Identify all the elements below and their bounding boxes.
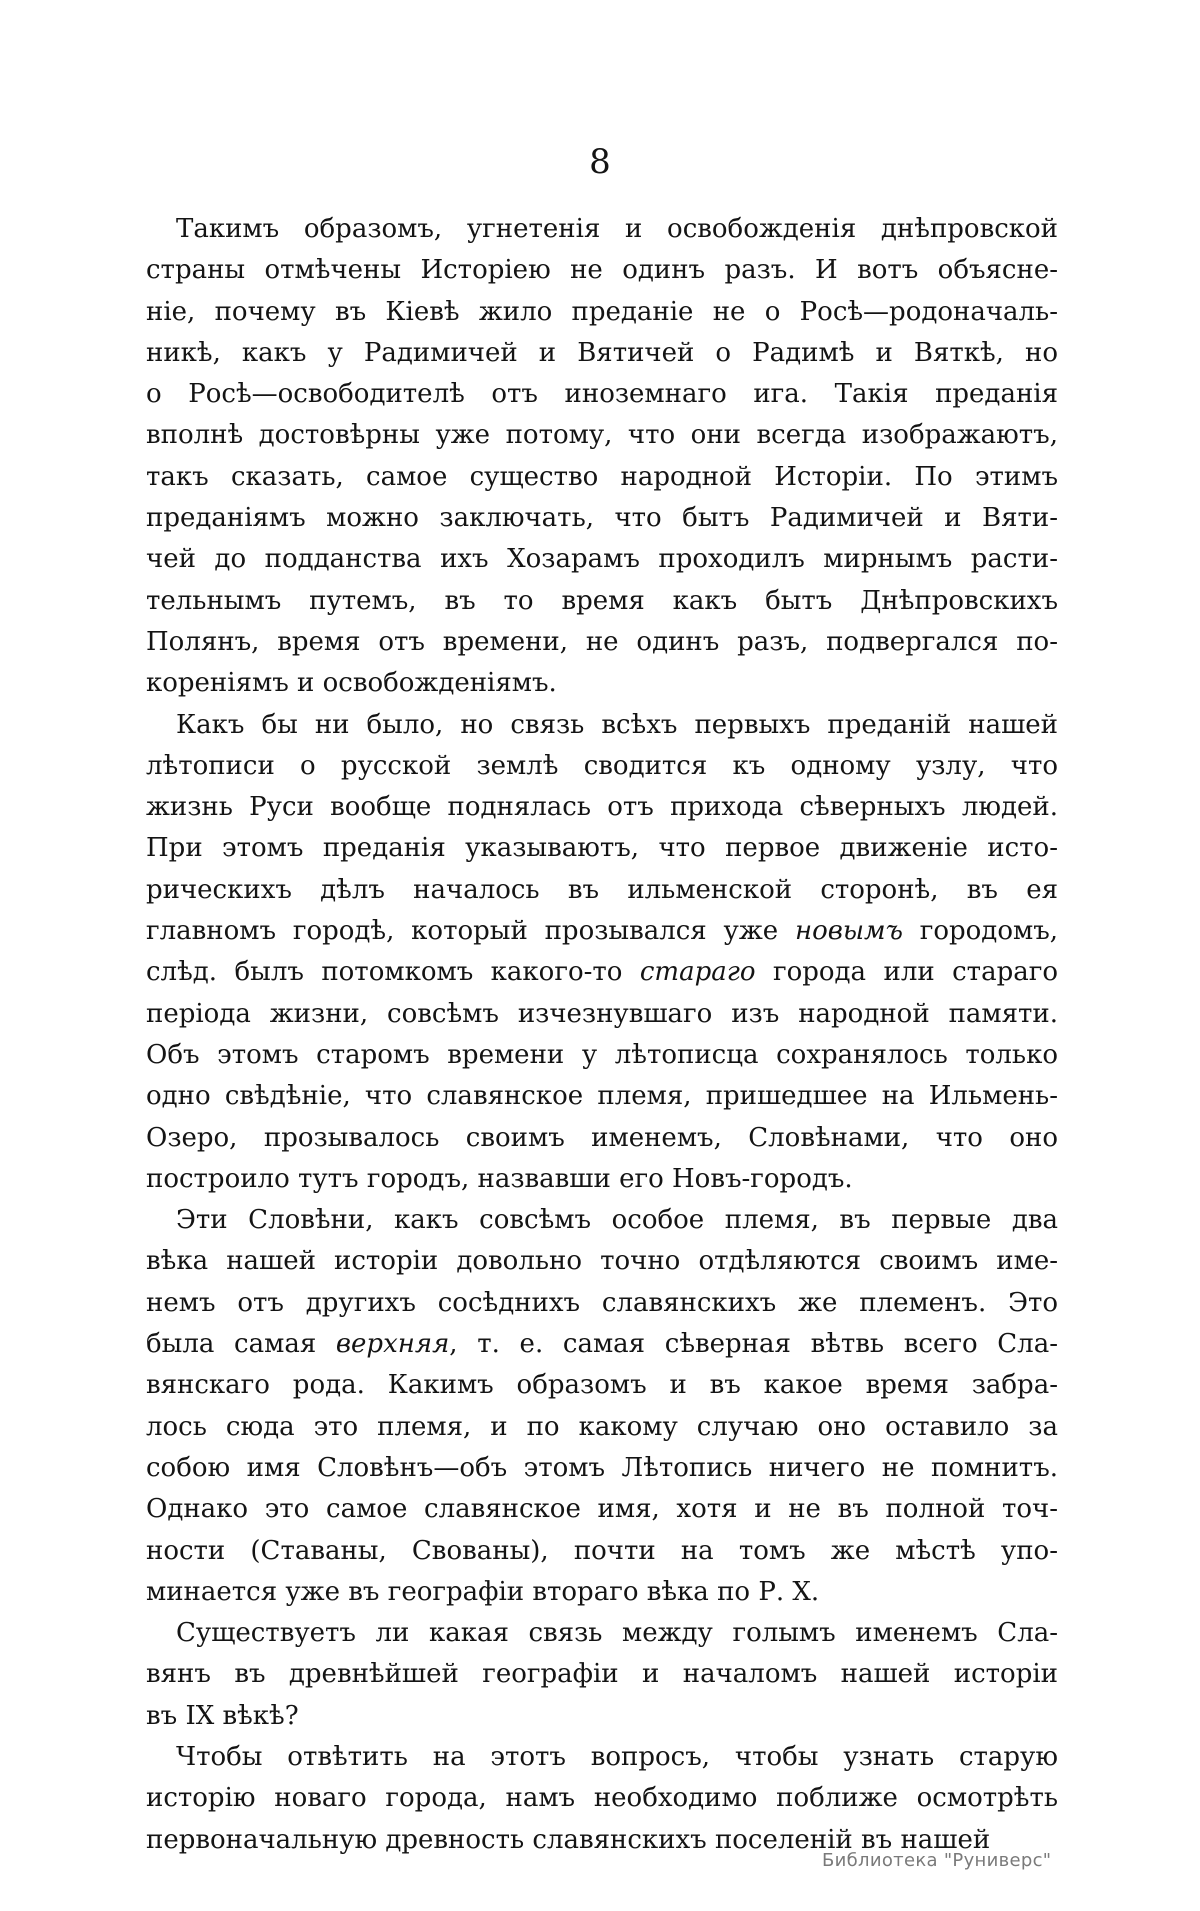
text-line: Такимъ образомъ, угнетенія и освобожденія днѣпровской [176,214,1058,244]
text-line: одно свѣдѣніе, что славянское племя, пришедшее на Ильмень- [146,1081,1058,1112]
text-line: собою имя Словѣнъ—объ этомъ Лѣтопись ничего не помнитъ. [146,1452,1058,1483]
text-line: Эти Словѣни, какъ совсѣмъ особое племя, въ первые два [176,1205,1058,1236]
text-line: минается уже въ географіи втораго вѣка по Р. Х. [146,1576,820,1607]
text-line: первоначальную древность славянскихъ поселеній въ нашей [146,1824,991,1855]
text-line: Какъ бы ни было, но связь всѣхъ первыхъ преданій нашей [176,709,1058,740]
text-line: Чтобы отвѣтить на этотъ вопросъ, чтобы узнать старую [176,1741,1058,1772]
text-line: главномъ городѣ, который прозывался уже новымъ городомъ, [146,916,1058,947]
text-line: исторію новаго города, намъ необходимо поближе осмотрѣть [146,1783,1058,1814]
text-line: такъ сказать, самое существо народной Исторіи. По этимъ [146,461,1058,492]
text-line: чей до подданства ихъ Хозарамъ проходилъ мирнымъ расти- [146,544,1058,575]
library-watermark: Библиотека "Руниверс" [822,1850,1052,1871]
body-text [146,209,1058,1861]
text-line: тельнымъ путемъ, въ то время какъ бытъ Днѣпровскихъ [146,585,1058,616]
text-line: Озеро, прозывалось своимъ именемъ, Словѣнами, что оно [146,1122,1058,1153]
paragraph [146,705,1058,1201]
text-line: ніе, почему въ Кіевѣ жило преданіе не о Росѣ—родоначаль- [146,296,1058,327]
text-line: ности (Ставаны, Свованы), почти на томъ же мѣстѣ упо- [146,1535,1058,1566]
text-line: лось сюда это племя, и по какому случаю оно оставило за [146,1411,1058,1442]
text-line: вполнѣ достовѣрны уже потому, что они всегда изображаютъ, [146,420,1058,451]
text-line: лѣтописи о русской землѣ сводится къ одному узлу, что [146,750,1058,781]
text-line: Объ этомъ старомъ времени у лѣтописца сохранялось только [146,1039,1058,1070]
text-line: страны отмѣчены Исторіею не одинъ разъ. И вотъ объясне- [146,255,1058,286]
text-line: слѣд. былъ потомкомъ какого-то стараго города или стараго [146,957,1058,988]
text-line: кореніямъ и освобожденіямъ. [146,668,557,699]
paragraph [146,1613,1058,1737]
text-line: вянскаго рода. Какимъ образомъ и въ какое время забра- [146,1370,1058,1401]
text-line: вѣка нашей исторіи довольно точно отдѣляются своимъ име- [146,1246,1058,1277]
text-line: Полянъ, время отъ времени, не одинъ разъ, подвергался по- [146,626,1058,657]
text-line: преданіямъ можно заключать, что бытъ Радимичей и Вяти- [146,503,1058,534]
paragraph [146,209,1058,705]
text-line: была самая верхняя, т. е. самая сѣверная вѣтвь всего Сла- [146,1329,1058,1360]
text-line: При этомъ преданія указываютъ, что первое движеніе исто- [146,833,1058,864]
text-line: о Росѣ—освободителѣ отъ иноземнаго ига. Такія преданія [146,379,1058,410]
paragraph [146,1737,1058,1861]
text-line: немъ отъ другихъ сосѣднихъ славянскихъ же племенъ. Это [146,1287,1058,1318]
text-line: никѣ, какъ у Радимичей и Вятичей о Радимѣ и Вяткѣ, но [146,337,1058,368]
text-line: вянъ въ древнѣйшей географіи и началомъ нашей исторіи [146,1659,1058,1690]
text-line: Однако это самое славянское имя, хотя и не въ полной точ- [146,1494,1058,1525]
text-line: рическихъ дѣлъ началось въ ильменской сторонѣ, въ ея [146,874,1058,905]
paragraph [146,1200,1058,1613]
page-number: 8 [589,142,611,182]
text-line: въ IX вѣкѣ? [146,1700,299,1731]
text-line: жизнь Руси вообще поднялась отъ прихода сѣверныхъ людей. [146,792,1058,823]
text-line: періода жизни, совсѣмъ изчезнувшаго изъ народной памяти. [146,998,1058,1029]
text-line: Существуетъ ли какая связь между голымъ именемъ Сла- [176,1618,1058,1649]
text-line: построило тутъ городъ, назвавши его Новъ-городъ. [146,1163,853,1194]
